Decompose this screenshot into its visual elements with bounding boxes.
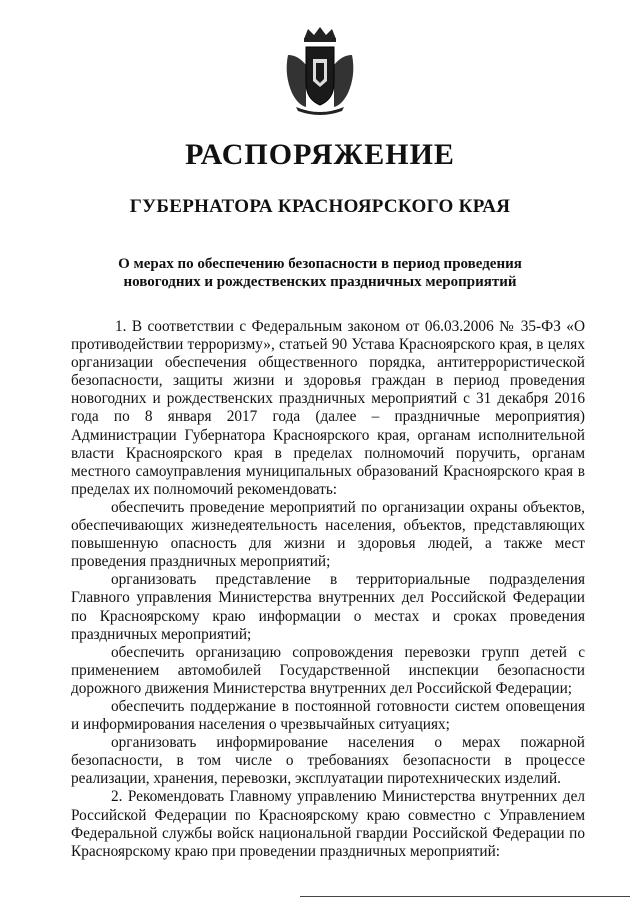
heading-line-2: новогодних и рождественских праздничных мероприятий [123, 274, 517, 290]
paragraph-6: организовать информирование населения о мерах пожарной безопасности, в том числе о требованиях безопасности в процессе реализации, хранения, перевозки, эксплуатации пиротехнических изделий. [71, 734, 585, 788]
paragraph-7: 2. Рекомендовать Главному управлению Министерства внутренних дел Российской Федерации по Красноярскому краю совместно с Управлением Федеральной службы войск национальной гвардии Российской Федерации по Красноярскому краю при проведении праздничных мероприятий: [71, 788, 585, 860]
document-heading [90, 255, 550, 291]
paragraph-4: обеспечить организацию сопровождения перевозки групп детей с применением автомобилей Государственной инспекции безопасности дорожного движения Министерства внутренних дел Российской Федерации; [71, 643, 585, 697]
heading-line-1: О мерах по обеспечению безопасности в период проведения [118, 256, 522, 272]
paragraph-1: 1. В соответствии с Федеральным законом от 06.03.2006 № 35-ФЗ «О противодействии терроризму», статьей 90 Устава Красноярского края, в целях организации обеспечения общественного порядка, антитеррористической безопасности, защиты жизни и здоровья граждан в период проведения новогодних и рождественских праздничных мероприятий с 31 декабря 2016 года по 8 января 2017 года (далее – праздничные мероприятия) Администрации Губернатора Красноярского края, органам исполнительной власти Красноярского края в пределах полномочий поручить, органам местного самоуправления муниципальных образований Красноярского края в пределах их полномочий рекомендовать: [71, 318, 585, 498]
document-body [71, 318, 585, 861]
page-edge-line [300, 896, 630, 897]
document-issuer: ГУБЕРНАТОРА КРАСНОЯРСКОГО КРАЯ [129, 196, 511, 217]
coat-of-arms-icon [282, 25, 358, 117]
paragraph-3: организовать представление в территориальные подразделения Главного управления Министерства внутренних дел Российской Федерации по Красноярскому краю информации о местах и сроках проведения праздничных мероприятий; [71, 571, 585, 643]
paragraph-5: обеспечить поддержание в постоянной готовности систем оповещения и информирования населения о чрезвычайных ситуациях; [71, 697, 585, 734]
paragraph-2: обеспечить проведение мероприятий по организации охраны объектов, обеспечивающих жизнедеятельность населения, объектов, представляющих повышенную опасность для жизни и здоровья людей, а также мест проведения праздничных мероприятий; [71, 498, 585, 571]
document-title: РАСПОРЯЖЕНИЕ [185, 138, 455, 171]
